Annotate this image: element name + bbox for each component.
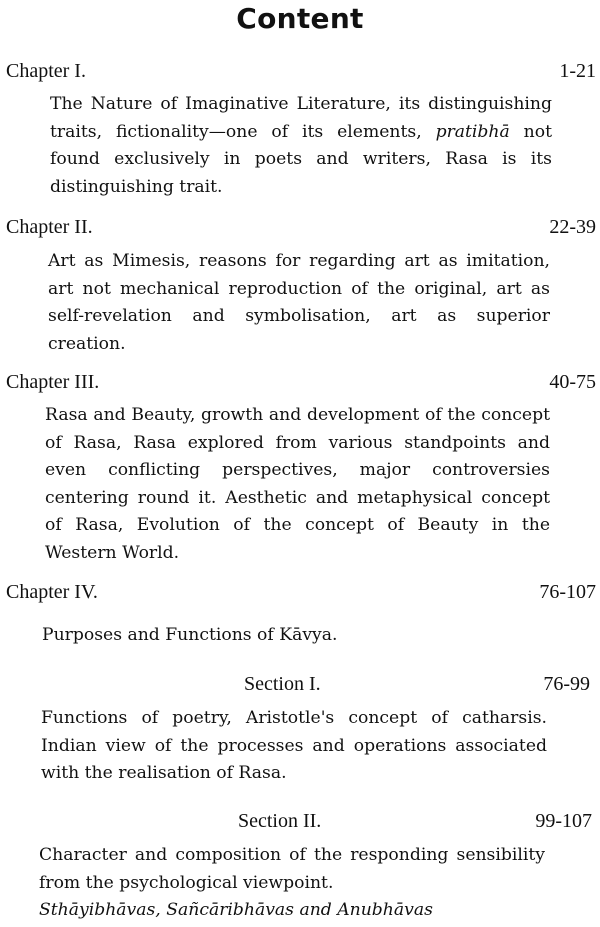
section-2-summary-italic: Sthāyibhāvas, Sañcāribhāvas and Anubhāvas [39, 900, 433, 920]
chapter-1-summary-text-a: The Nature of Imaginative Literature, its distinguishing traits, fictionality—one of its elements, [50, 94, 552, 142]
chapter-4-heading [0, 581, 600, 611]
section-2-summary-text: Character and composition of the responding sensibility from the psychological viewpoint. [39, 845, 545, 893]
chapter-2-pages: 22-39 [549, 216, 596, 238]
section-1-heading [0, 673, 600, 703]
chapter-1-summary-text-b: not found exclusively in poets and writers, Rasa is its distinguishing trait. [50, 121, 552, 197]
chapter-3-summary: Rasa and Beauty, growth and development of the concept of Rasa, Rasa explored from various standpoints and even conflicting perspectives, major controversies centering round it. Aesthetic and metaphysical concept of Rasa, Evolution of the concept of Beauty in the Western World. [45, 405, 550, 563]
section-1-label: Section I. [244, 673, 321, 695]
chapter-4-label: Chapter IV. [6, 581, 98, 603]
chapter-1-heading [0, 60, 600, 90]
section-2-heading [0, 810, 600, 840]
chapter-1-summary-italic: pratibhā [435, 121, 510, 142]
section-2-pages: 99-107 [535, 810, 592, 832]
section-1-pages: 76-99 [543, 673, 590, 695]
page-title: Content [236, 2, 364, 35]
chapter-3-heading [0, 371, 600, 401]
chapter-2-summary: Art as Mimesis, reasons for regarding art as imitation, art not mechanical reproduction of the original, art as self-revelation and symbolisation, art as superior creation. [48, 251, 550, 354]
chapter-2-label: Chapter II. [6, 216, 93, 238]
section-1-summary: Functions of poetry, Aristotle's concept of catharsis. Indian view of the processes and operations associated with the realisation of Rasa. [41, 708, 547, 783]
chapter-3-label: Chapter III. [6, 371, 100, 393]
chapter-4-summary: Purposes and Functions of Kāvya. [42, 625, 338, 645]
chapter-1-label: Chapter I. [6, 60, 86, 82]
section-2-summary [39, 842, 545, 925]
section-2-label: Section II. [238, 810, 322, 832]
chapter-3-pages: 40-75 [549, 371, 596, 393]
chapter-1-summary [50, 91, 552, 201]
chapter-4-pages: 76-107 [539, 581, 596, 603]
chapter-2-heading [0, 216, 600, 246]
chapter-1-pages: 1-21 [559, 60, 596, 82]
